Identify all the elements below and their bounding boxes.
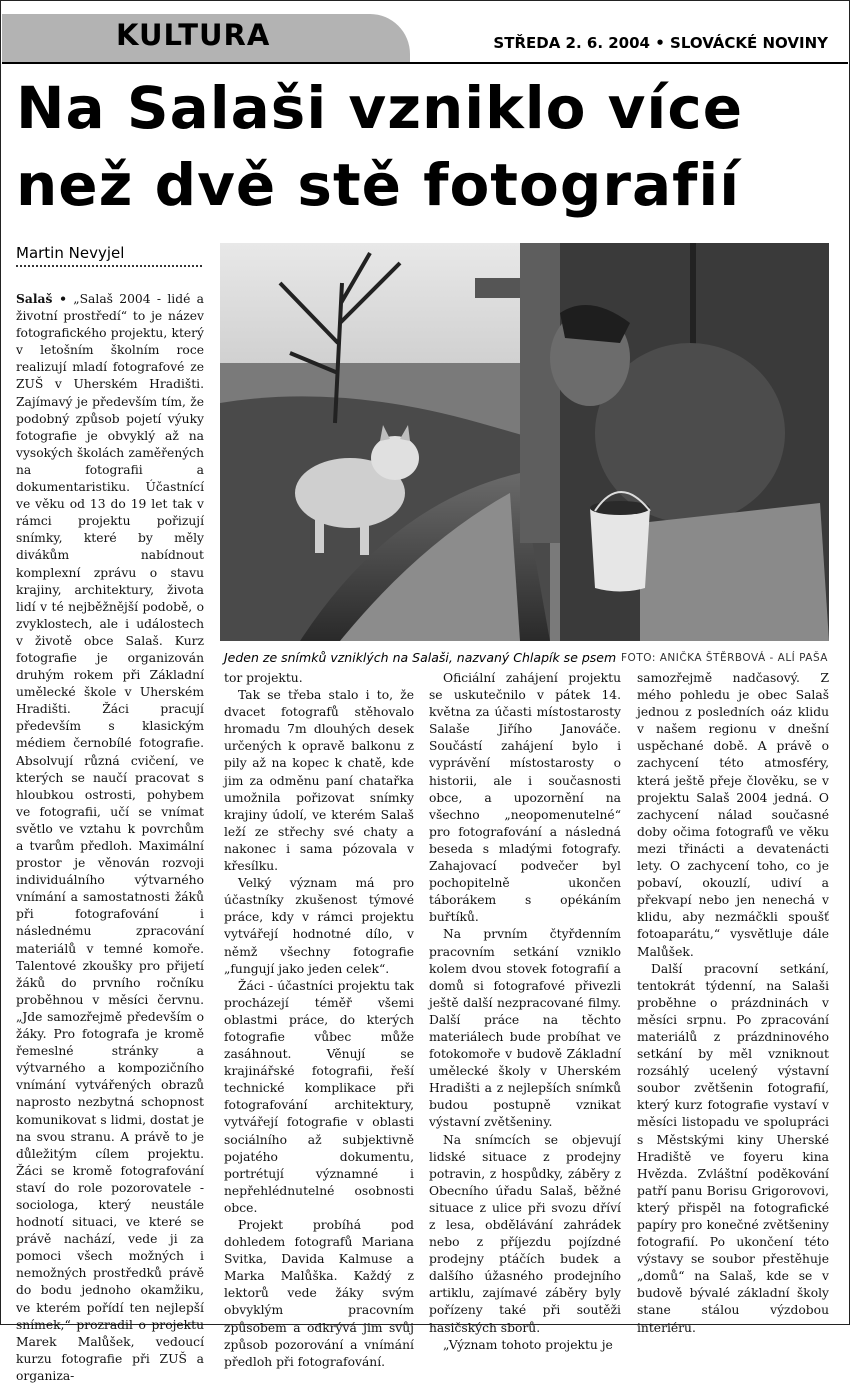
paragraph: Projekt probíhá pod dohledem fotografů Mariana Svitka, Davida Kalmuse a Marka Malůška. Každý z lektorů vede žáky svým obvyklým pracovním způsobem a odkrývá jim svůj způsob pozorování a vnímání předloh při fotografování. xyxy=(224,1218,414,1369)
article-column-4 xyxy=(637,670,829,1337)
author-byline: Martin Nevyjel xyxy=(16,244,125,262)
paragraph-text: „Salaš 2004 - lidé a životní prostředí“ to je název fotografického projektu, který v letošním školním roce realizují mladí fotografové ze ZUŠ v Uherském Hradišti. Zajímavý je především tím, že podobný způsob pojetí výuky fotografie je obvyklý až na vysokých školách zaměřených na fotografii a dokumentaristiku. Účastnící ve věku od 13 do 19 let tak v rámci projektu pořizují snímky, které by měly divákům nabídnout komplexní zprávu o stavu krajiny, architektury, života lidí v té nejběžnější podobě, o zvyklostech, ale i událostech v životě obce Salaš. Kurz fotografie je organizován druhým rokem při Základní umělecké škole v Uherském Hradišti. Žáci pracují především s klasickým médiem černobílé fotografie. Absolvují různá cvičení, ve kterých se naučí pracovat s hloubkou ostrosti, pohybem ve fotografii, učí se vnímat světlo ve vztahu k povrchům a tvarům předloh. Maximální prostor je věnován rozvoji individuálního výtvarného vnímání a samostatnosti žáků při fotografování i následnému zpracování materiálů v temné komoře. Talentové zkoušky pro přijetí žáků do prvního ročníku proběhnou v měsíci červnu. „Jde samozřejmě především o žáky. Pro fotografa je kromě řemeslné stránky a výtvarného a kompozičního vnímání vytvářených obrazů naprosto nezbytná schopnost komunikovat s lidmi, dostat je na svou stranu. A právě to je důležitým cílem projektu. Žáci se kromě fotografování staví do role pozorovatele - sociologa, který neustále hodnotí situaci, ve které se právě nachází, vede ji za pomoci všech možných i nemožných prostředků právě do bodu jednoho okamžiku, ve kterém pořídí ten nejlepší snímek,“ prozradil o projektu Marek Malůšek, vedoucí kurzu fotografie při ZUŠ a organiza- xyxy=(16,292,204,1383)
paragraph: Na prvním čtyřdenním pracovním setkání vzniklo kolem dvou stovek fotografií a domů si fotografové přivezli ještě další nezpracované filmy. Další práce na těchto materiálech bude probíhat ve fotokomoře v budově Základní umělecké školy v Uherském Hradišti a z nejlepších snímků budou postupně vznikat výstavní zvětšeniny. xyxy=(429,927,621,1130)
paragraph: Na snímcích se objevují lidské situace z prodejny potravin, z hospůdky, záběry z Obecního úřadu Salaš, běžné situace z ulice při svozu dříví z lesa, obdělávání zahrádek nebo z příjezdu pojízdné prodejny ptáčích budek a dalšího úžasného prodejního artiklu, zajímavé záběry byly pořízeny také při soutěži hasičských sborů. xyxy=(429,1132,621,1335)
article-column-1 xyxy=(16,290,204,1385)
man-with-dog-photo xyxy=(220,243,829,641)
paragraph: tor projektu. xyxy=(224,671,303,685)
paragraph: Velký význam má pro účastníky zkušenost týmové práce, kdy v rámci projektu vytvářejí hodnotné dílo, v němž všechny fotografie „fungují jako jeden celek“. xyxy=(224,876,414,976)
article-column-2 xyxy=(224,670,414,1371)
paragraph: samozřejmě nadčasový. Z mého pohledu je obec Salaš jednou z posledních oáz klidu v našem regionu v dnešní uspěchané době. A právě o zachycení této atmosféry, která ještě přeje člověku, se v projektu Salaš 2004 jedná. O zachycení nálad současné doby očima fotografů ve věku mezi třinácti a devatenácti lety. O zachycení toho, co je pobaví, okouzlí, udiví a překvapí nebo jen nenechá v klidu, aby nezmáčkli spoušť fotoaparátu,“ vysvětluje dále Malůšek. xyxy=(637,671,829,959)
paragraph xyxy=(16,290,204,1385)
paragraph: Žáci - účastníci projektu tak procházejí téměř všemi oblastmi práce, do kterých fotografie vůbec může zasáhnout. Věnují se krajinářské fotografii, řeší technické komplikace při fotografování architektury, vytvářejí fotografie v oblasti sociálního až subjektivně pojatého dokumentu, portrétují významné i nepřehlédnutelné osobnosti obce. xyxy=(224,978,414,1215)
paragraph: Oficiální zahájení projektu se uskutečnilo v pátek 14. května za účasti místostarosty Salaše Jiřího Janováče. Součástí zahájení bylo i vyprávění místostarosty o historii, ale i současnosti obce, a upozornění na všechno „neopomenutelné“ pro fotografování a následná beseda s mladými fotografy. Zahajovací podvečer byl pochopitelně ukončen táborákem s opékáním buřtíků. xyxy=(429,671,621,925)
dateline: STŘEDA 2. 6. 2004 • SLOVÁCKÉ NOVINY xyxy=(493,34,828,52)
article-column-3 xyxy=(429,670,621,1354)
header-rule xyxy=(2,62,848,64)
photo-credit: FOTO: ANIČKA ŠTĚRBOVÁ - ALÍ PAŠA xyxy=(621,652,828,664)
article-headline: Na Salaši vzniklo více než dvě stě fotografií xyxy=(16,74,744,219)
byline-dotted-rule xyxy=(16,265,202,267)
paragraph: „Význam tohoto projektu je xyxy=(443,1337,613,1352)
dateline-place: Salaš • xyxy=(16,291,67,306)
article-photo xyxy=(220,243,829,641)
section-title: KULTURA xyxy=(116,18,271,52)
paragraph: Další pracovní setkání, tentokrát týdenní, na Salaši proběhne o prázdninách v měsíci srpnu. Po zpracování materiálů z prázdninového setkání by měl vzniknout rozsáhlý ucelený výstavní soubor zvětšenin fotografií, který kurz fotografie vystaví v měsíci listopadu ve spolupráci s Městskými kiny Uherské Hradiště ve foyeru kina Hvězda. Zvláštní poděkování patří panu Borisu Grigorovovi, který přispěl na fotografické papíry pro konečné zvětšeniny fotografií. Po ukončení této výstavy se soubor přestěhuje „domů“ na Salaš, kde se v budově bývalé základní školy stane stálou výzdobou interiéru. xyxy=(637,961,829,1335)
paragraph: Tak se třeba stalo i to, že dvacet fotografů stěhovalo hromadu 7m dlouhých desek určených k opravě balkonu z pily až na kopec k chatě, kde jim za odměnu paní chatařka umožnila pořizovat snímky krajiny údolí, ve kterém Salaš leží ze střechy své chaty a nakonec i sama pózovala v křesílku. xyxy=(224,688,414,874)
photo-caption: Jeden ze snímků vzniklých na Salaši, nazvaný Chlapík se psem xyxy=(224,650,617,665)
